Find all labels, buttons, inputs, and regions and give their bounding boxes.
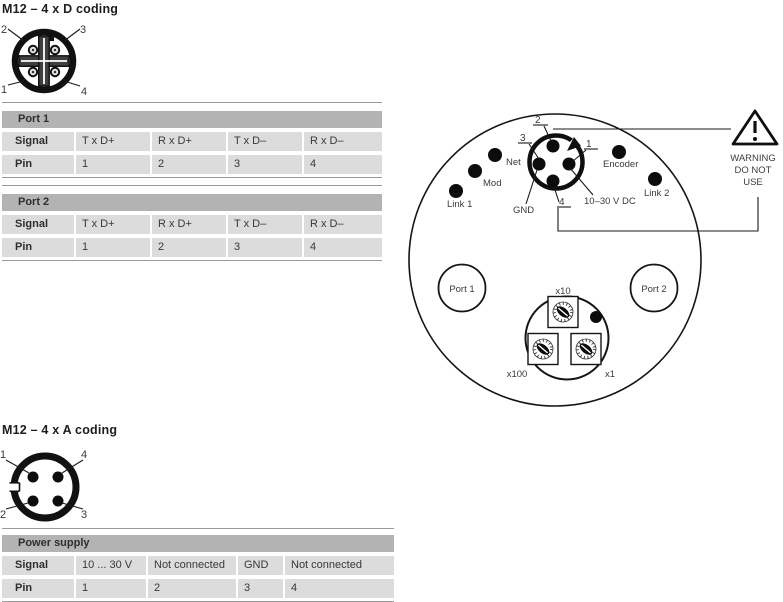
net-led <box>488 148 502 162</box>
pin-1 <box>563 158 576 171</box>
port2-table-title: Port 2 <box>2 194 382 211</box>
pin3-label: 3 <box>520 133 526 144</box>
encoder-led-label: Encoder <box>603 159 639 170</box>
pin-cell: 2 <box>152 155 226 174</box>
pin1-label: 1 <box>586 139 592 150</box>
connector-ring <box>14 456 76 518</box>
warning-text-1: WARNING <box>730 153 776 164</box>
exclamation-dot <box>753 137 757 141</box>
m12-a-connector-face <box>0 449 87 521</box>
warning-text-2: DO NOT <box>734 165 772 176</box>
pin-cell: 1 <box>76 155 150 174</box>
row-label: Signal <box>2 556 74 575</box>
pin-number: 3 <box>80 24 87 36</box>
signal-cell: R x D– <box>304 132 382 151</box>
mod-led <box>468 164 482 178</box>
pin-cell: 3 <box>238 579 283 598</box>
rotary-switch-x1 <box>571 334 601 365</box>
link1-led <box>449 184 463 198</box>
rotary-switch-x100 <box>528 334 558 365</box>
port1-label: Port 1 <box>449 284 475 295</box>
signal-cell: 10 ... 30 V <box>76 556 146 575</box>
heading-a-coding: M12 – 4 x A coding <box>2 423 118 437</box>
signal-cell: R x D+ <box>152 132 226 151</box>
pin-number: 4 <box>81 86 88 98</box>
pin-cell: 4 <box>304 238 382 257</box>
pin-4 <box>547 175 560 188</box>
rotary-switch-x10 <box>548 297 578 328</box>
row-label: Pin <box>2 238 74 257</box>
leader-line <box>8 29 24 41</box>
pin-center <box>54 49 57 52</box>
pin-cell: 1 <box>76 579 146 598</box>
leader-line <box>64 29 80 41</box>
pin-number: 4 <box>81 449 88 461</box>
signal-cell: T x D+ <box>76 132 150 151</box>
table-rule <box>2 102 382 103</box>
net-led-label: Net <box>506 157 521 168</box>
pin-number: 2 <box>1 24 8 36</box>
link2-led <box>648 172 662 186</box>
pin4-label: 4 <box>559 197 565 208</box>
pin <box>28 496 39 507</box>
encoder-led <box>612 145 626 159</box>
row-label: Pin <box>2 579 74 598</box>
signal-row <box>2 132 382 151</box>
rotary-switch-cluster <box>507 286 615 380</box>
mod-led-label: Mod <box>483 178 502 189</box>
pin <box>53 472 64 483</box>
signal-cell: T x D– <box>228 215 302 234</box>
x100-label: x100 <box>506 369 528 380</box>
pin-center <box>54 71 57 74</box>
supply-label: 10–30 V DC <box>584 196 636 207</box>
pin-number: 1 <box>0 449 7 461</box>
table-rule <box>2 528 394 529</box>
signal-cell: T x D+ <box>76 215 150 234</box>
device-rear-view <box>400 105 783 415</box>
table-rule <box>2 177 382 178</box>
pin-cell: 2 <box>148 579 236 598</box>
row-label: Pin <box>2 155 74 174</box>
table-rule <box>2 185 382 186</box>
m12-d-connector-face <box>1 24 87 98</box>
signal-cell: R x D+ <box>152 215 226 234</box>
pin-number: 1 <box>1 84 8 96</box>
pin-cell: 4 <box>304 155 382 174</box>
pin-center <box>32 49 35 52</box>
table-rule <box>2 260 382 261</box>
pin-3 <box>533 158 546 171</box>
pin-center <box>32 71 35 74</box>
warning-callout <box>553 111 777 231</box>
signal-cell: GND <box>238 556 283 575</box>
signal-cell: T x D– <box>228 132 302 151</box>
signal-cell: Not connected <box>285 556 394 575</box>
x1-label: x1 <box>604 369 616 380</box>
link1-led-label: Link 1 <box>447 199 473 210</box>
keyway-slot <box>10 483 20 492</box>
signal-row <box>2 215 382 234</box>
heading-d-coding: M12 – 4 x D coding <box>2 2 119 16</box>
pin-cell: 4 <box>285 579 394 598</box>
port1-table <box>2 102 382 178</box>
signal-row <box>2 556 394 575</box>
pin-number: 3 <box>81 509 88 521</box>
power-connector <box>530 135 583 189</box>
pin-row <box>2 155 382 174</box>
row-label: Signal <box>2 132 74 151</box>
pin-number: 2 <box>0 509 7 521</box>
pin-cell: 1 <box>76 238 150 257</box>
warning-text-3: USE <box>743 177 763 188</box>
pin-cell: 3 <box>228 238 302 257</box>
row-label: Signal <box>2 215 74 234</box>
gnd-label: GND <box>513 205 535 216</box>
x10-label: x10 <box>555 286 571 297</box>
pin <box>28 472 39 483</box>
pin <box>53 496 64 507</box>
signal-cell: Not connected <box>148 556 236 575</box>
pin-row <box>2 579 394 598</box>
pin-2 <box>547 140 560 153</box>
power-supply-table <box>2 528 394 602</box>
link2-led-label: Link 2 <box>644 188 670 199</box>
port1-table-title: Port 1 <box>2 111 382 128</box>
pin-row <box>2 238 382 257</box>
connector-d-diagram <box>0 18 100 103</box>
pin-cell: 3 <box>228 155 302 174</box>
cluster-dot <box>590 311 602 323</box>
signal-cell: R x D– <box>304 215 382 234</box>
power-table-title: Power supply <box>2 535 394 552</box>
pin2-label: 2 <box>535 115 541 126</box>
port2-table <box>2 185 382 261</box>
connector-a-diagram <box>0 440 100 530</box>
pin-cell: 2 <box>152 238 226 257</box>
port2-label: Port 2 <box>641 284 667 295</box>
